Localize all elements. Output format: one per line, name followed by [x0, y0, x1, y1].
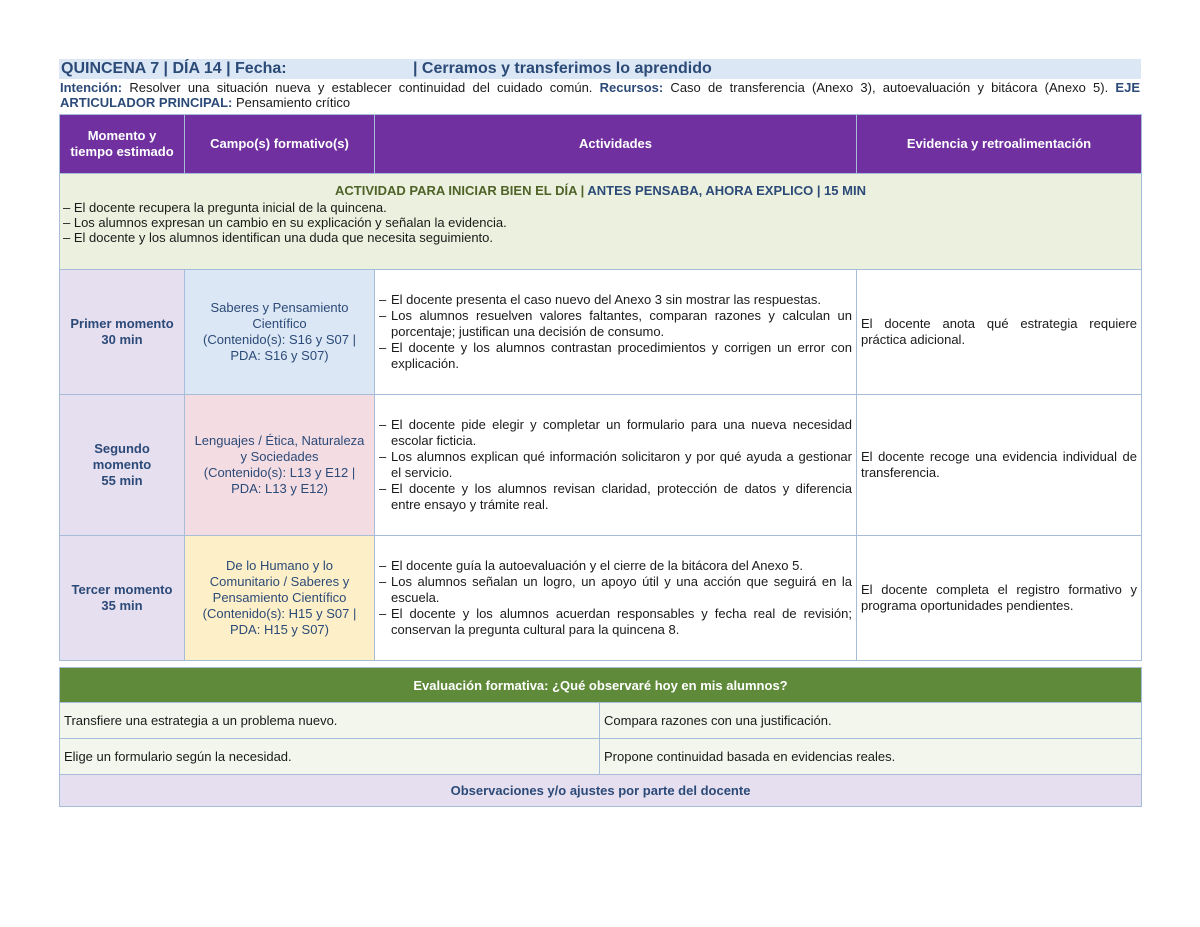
campo-name: De lo Humano y lo Comunitario / Saberes y Pensamiento Científico [209, 558, 350, 605]
momento-name: Tercer momento [71, 582, 173, 597]
table-row [60, 703, 1142, 739]
header-evidencia: Evidencia y retroalimentación [857, 115, 1142, 174]
table-row [60, 536, 1142, 661]
starter-row [60, 174, 1142, 270]
evaluation-cell: Compara razones con una justificación. [600, 703, 1142, 739]
activities-table [59, 114, 1142, 661]
table-header-row [60, 115, 1142, 174]
quincena-title: QUINCENA 7 | DÍA 14 | Fecha: [61, 60, 287, 77]
observations-row [60, 775, 1142, 807]
evaluation-cell: Transfiere una estrategia a un problema nuevo. [60, 703, 600, 739]
header-campo: Campo(s) formativo(s) [185, 115, 375, 174]
title-bar [59, 59, 1141, 79]
momento-name: Primer momento [70, 316, 174, 331]
momento-cell [60, 270, 185, 395]
campo-contents: (Contenido(s): L13 y E12 | PDA: L13 y E12) [203, 465, 356, 496]
activity-item: – Los alumnos explican qué información solicitaron y por qué ayuda a gestionar el servicio. [379, 449, 852, 481]
activities-cell [375, 395, 857, 536]
recursos-label: Recursos: [599, 80, 664, 95]
activity-item: – El docente presenta el caso nuevo del Anexo 3 sin mostrar las respuestas. [379, 292, 852, 308]
campo-name: Lenguajes / Ética, Naturaleza y Sociedades [194, 433, 365, 464]
evidence-cell: El docente recoge una evidencia individual de transferencia. [857, 395, 1142, 536]
table-row [60, 739, 1142, 775]
table-row [60, 270, 1142, 395]
activity-item: – El docente pide elegir y completar un formulario para una nueva necesidad escolar ficticia. [379, 417, 852, 449]
planning-page [59, 59, 1141, 807]
evidence-cell: El docente completa el registro formativo y programa oportunidades pendientes. [857, 536, 1142, 661]
starter-title-dark: ANTES PENSABA, AHORA EXPLICO | 15 MIN [584, 183, 866, 198]
momento-name: Segundo momento [92, 441, 152, 472]
starter-item: – El docente y los alumnos identifican una duda que necesita seguimiento. [63, 230, 494, 245]
header-actividades: Actividades [375, 115, 857, 174]
momento-time: 55 min [101, 473, 143, 488]
eje-text: Pensamiento crítico [232, 95, 351, 110]
evidence-cell: El docente anota qué estrategia requiere práctica adicional. [857, 270, 1142, 395]
header-momento: Momento y tiempo estimado [60, 115, 185, 174]
activity-item: – El docente guía la autoevaluación y el cierre de la bitácora del Anexo 5. [379, 558, 852, 574]
starter-cell [60, 174, 1142, 270]
evaluation-header-row [60, 668, 1142, 703]
campo-cell [185, 270, 375, 395]
activity-item: – Los alumnos resuelven valores faltantes, comparan razones y calculan un porcentaje; justifican una decisión de consumo. [379, 308, 852, 340]
momento-cell [60, 536, 185, 661]
activities-cell [375, 270, 857, 395]
activity-item: – El docente y los alumnos contrastan procedimientos y corrigen un error con explicación. [379, 340, 852, 372]
starter-item: – El docente recupera la pregunta inicial de la quincena. [63, 200, 387, 215]
activity-item: – El docente y los alumnos revisan claridad, protección de datos y diferencia entre ensayo y trámite real. [379, 481, 852, 513]
campo-contents: (Contenido(s): H15 y S07 | PDA: H15 y S07) [202, 606, 357, 637]
recursos-text: Caso de transferencia (Anexo 3), autoevaluación y bitácora (Anexo 5). [663, 80, 1116, 95]
momento-time: 35 min [101, 598, 143, 613]
evaluation-cell: Propone continuidad basada en evidencias reales. [600, 739, 1142, 775]
starter-title [63, 183, 1138, 198]
campo-contents: (Contenido(s): S16 y S07 | PDA: S16 y S07) [203, 332, 356, 363]
activity-item: – Los alumnos señalan un logro, un apoyo útil y una acción que seguirá en la escuela. [379, 574, 852, 606]
starter-item: – Los alumnos expresan un cambio en su explicación y señalan la evidencia. [63, 215, 507, 230]
campo-cell [185, 395, 375, 536]
evaluation-cell: Elige un formulario según la necesidad. [60, 739, 600, 775]
momento-cell [60, 395, 185, 536]
campo-name: Saberes y Pensamiento Científico [210, 300, 349, 331]
intro-paragraph [59, 80, 1141, 110]
activity-item: – El docente y los alumnos acuerdan responsables y fecha real de revisión; conservan la pregunta cultural para la quincena 8. [379, 606, 852, 638]
observations-title: Observaciones y/o ajustes por parte del docente [60, 775, 1142, 807]
session-title: | Cerramos y transferimos lo aprendido [413, 60, 712, 77]
momento-time: 30 min [101, 332, 143, 347]
table-row [60, 395, 1142, 536]
intencion-label: Intención: [60, 80, 123, 95]
starter-title-green: ACTIVIDAD PARA INICIAR BIEN EL DÍA | [335, 183, 585, 198]
activities-cell [375, 536, 857, 661]
evaluation-title: Evaluación formativa: ¿Qué observaré hoy en mis alumnos? [60, 668, 1142, 703]
evaluation-table [59, 667, 1142, 807]
eje-label: EJE ARTICULADOR PRINCIPAL: [60, 80, 1140, 110]
intencion-text: Resolver una situación nueva y establecer continuidad del cuidado común. [122, 80, 600, 95]
campo-cell [185, 536, 375, 661]
